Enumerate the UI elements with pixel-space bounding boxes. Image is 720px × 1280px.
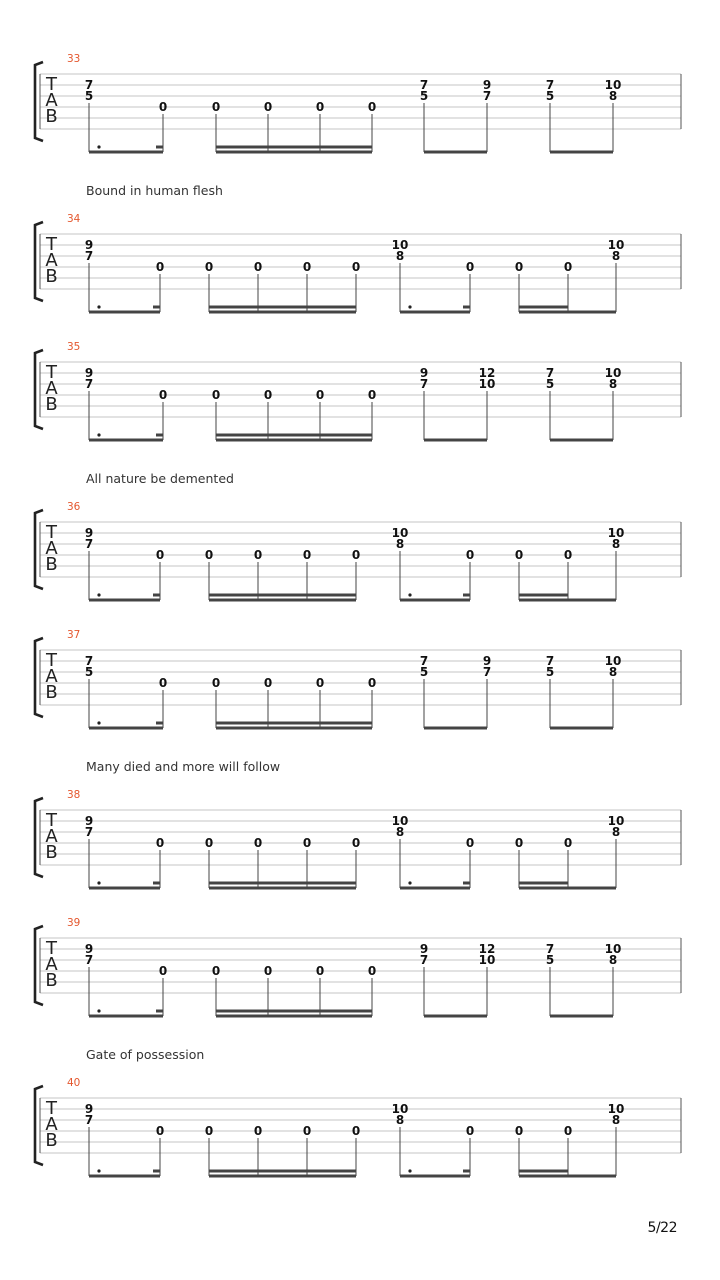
fret-number: 7 — [419, 377, 429, 391]
fret-number: 0 — [315, 100, 325, 114]
tab-clef-letter: B — [45, 1130, 58, 1151]
tab-system — [35, 341, 681, 440]
tab-clef-letter: A — [45, 378, 58, 399]
fret-number: 9 — [84, 366, 94, 380]
fret-number: 7 — [419, 78, 429, 92]
fret-number: 0 — [351, 260, 361, 274]
fret-number: 8 — [608, 89, 618, 103]
fret-number: 5 — [545, 89, 555, 103]
fret-number: 10 — [607, 238, 625, 252]
fret-number: 9 — [482, 654, 492, 668]
fret-number: 9 — [482, 78, 492, 92]
fret-number: 0 — [263, 676, 273, 690]
fret-number: 0 — [158, 964, 168, 978]
fret-number: 0 — [514, 1124, 524, 1138]
tab-clef-letter: T — [46, 810, 57, 831]
fret-number: 9 — [84, 1102, 94, 1116]
fret-number: 5 — [84, 89, 94, 103]
fret-number: 0 — [367, 676, 377, 690]
tab-clef-letter: A — [45, 1114, 58, 1135]
fret-number: 8 — [608, 665, 618, 679]
fret-number: 7 — [545, 654, 555, 668]
fret-number: 0 — [367, 388, 377, 402]
fret-number: 10 — [604, 78, 622, 92]
fret-number: 0 — [211, 964, 221, 978]
tab-system — [35, 1047, 681, 1176]
rhythm-dot — [97, 433, 100, 436]
fret-number: 10 — [391, 814, 409, 828]
fret-number: 0 — [211, 388, 221, 402]
fret-number: 7 — [84, 78, 94, 92]
lyric-line: All nature be demented — [86, 471, 234, 486]
fret-number: 0 — [315, 388, 325, 402]
fret-number: 9 — [84, 238, 94, 252]
fret-number: 8 — [395, 537, 405, 551]
fret-number: 0 — [204, 260, 214, 274]
fret-number: 0 — [204, 836, 214, 850]
lyric-line: Gate of possession — [86, 1047, 205, 1062]
fret-number: 8 — [611, 1113, 621, 1127]
fret-number: 12 — [478, 942, 496, 956]
page-number: 5/22 — [647, 1220, 677, 1236]
fret-number: 10 — [391, 238, 409, 252]
fret-number: 0 — [514, 548, 524, 562]
fret-number: 5 — [419, 89, 429, 103]
fret-number: 0 — [563, 1124, 573, 1138]
tab-clef-letter: T — [46, 362, 57, 383]
fret-number: 0 — [302, 548, 312, 562]
fret-number: 0 — [351, 548, 361, 562]
fret-number: 0 — [315, 676, 325, 690]
fret-number: 5 — [545, 377, 555, 391]
fret-number: 12 — [478, 366, 496, 380]
tab-clef-letter: T — [46, 522, 57, 543]
tab-system — [35, 629, 681, 728]
fret-number: 9 — [84, 814, 94, 828]
fret-number: 7 — [84, 249, 94, 263]
fret-number: 0 — [253, 836, 263, 850]
rhythm-dot — [97, 721, 100, 724]
fret-number: 0 — [253, 1124, 263, 1138]
fret-number: 7 — [84, 377, 94, 391]
lyric-line: Bound in human flesh — [86, 183, 223, 198]
fret-number: 8 — [395, 1113, 405, 1127]
fret-number: 7 — [84, 953, 94, 967]
rhythm-dot — [408, 881, 411, 884]
fret-number: 9 — [84, 942, 94, 956]
fret-number: 10 — [607, 526, 625, 540]
tab-clef-letter: T — [46, 650, 57, 671]
fret-number: 5 — [84, 665, 94, 679]
measure-number: 35 — [67, 341, 81, 353]
fret-number: 8 — [395, 825, 405, 839]
fret-number: 0 — [155, 1124, 165, 1138]
fret-number: 7 — [84, 537, 94, 551]
measure-number: 38 — [67, 789, 81, 801]
measure-number: 33 — [67, 53, 81, 65]
fret-number: 8 — [611, 249, 621, 263]
fret-number: 0 — [158, 388, 168, 402]
fret-number: 0 — [211, 676, 221, 690]
fret-number: 10 — [391, 526, 409, 540]
rhythm-dot — [97, 145, 100, 148]
tab-system — [35, 471, 681, 600]
tab-system — [35, 917, 681, 1016]
tab-clef-letter: B — [45, 394, 58, 415]
tab-clef-letter: T — [46, 1098, 57, 1119]
fret-number: 0 — [158, 676, 168, 690]
fret-number: 10 — [604, 366, 622, 380]
fret-number: 5 — [545, 665, 555, 679]
fret-number: 0 — [204, 548, 214, 562]
fret-number: 0 — [514, 836, 524, 850]
fret-number: 0 — [263, 964, 273, 978]
tab-system — [35, 759, 681, 888]
fret-number: 8 — [611, 825, 621, 839]
tab-clef-letter: B — [45, 842, 58, 863]
fret-number: 7 — [84, 825, 94, 839]
fret-number: 0 — [155, 836, 165, 850]
fret-number: 0 — [514, 260, 524, 274]
fret-number: 0 — [563, 548, 573, 562]
tab-clef-letter: A — [45, 538, 58, 559]
tab-clef-letter: B — [45, 106, 58, 127]
fret-number: 7 — [84, 654, 94, 668]
fret-number: 10 — [478, 377, 496, 391]
fret-number: 8 — [608, 953, 618, 967]
tab-system — [35, 53, 681, 152]
measure-number: 36 — [67, 501, 81, 513]
fret-number: 0 — [465, 260, 475, 274]
fret-number: 0 — [367, 964, 377, 978]
fret-number: 0 — [563, 260, 573, 274]
fret-number: 0 — [155, 548, 165, 562]
measure-number: 39 — [67, 917, 81, 929]
fret-number: 0 — [465, 548, 475, 562]
fret-number: 0 — [211, 100, 221, 114]
tab-system — [35, 183, 681, 312]
fret-number: 0 — [315, 964, 325, 978]
rhythm-dot — [408, 305, 411, 308]
fret-number: 0 — [465, 1124, 475, 1138]
tab-clef-letter: B — [45, 554, 58, 575]
fret-number: 0 — [302, 836, 312, 850]
tab-clef-letter: T — [46, 234, 57, 255]
fret-number: 5 — [545, 953, 555, 967]
fret-number: 0 — [253, 548, 263, 562]
fret-number: 8 — [608, 377, 618, 391]
fret-number: 7 — [545, 366, 555, 380]
fret-number: 10 — [604, 942, 622, 956]
measure-number: 34 — [67, 213, 81, 225]
tab-clef-letter: B — [45, 682, 58, 703]
measure-number: 40 — [67, 1077, 81, 1089]
rhythm-dot — [408, 1169, 411, 1172]
tab-clef-letter: B — [45, 970, 58, 991]
fret-number: 10 — [607, 814, 625, 828]
tab-clef-letter: A — [45, 826, 58, 847]
rhythm-dot — [97, 1009, 100, 1012]
fret-number: 8 — [395, 249, 405, 263]
fret-number: 0 — [367, 100, 377, 114]
fret-number: 0 — [465, 836, 475, 850]
fret-number: 0 — [158, 100, 168, 114]
fret-number: 10 — [604, 654, 622, 668]
rhythm-dot — [408, 593, 411, 596]
fret-number: 0 — [351, 1124, 361, 1138]
fret-number: 0 — [155, 260, 165, 274]
fret-number: 10 — [607, 1102, 625, 1116]
fret-number: 9 — [419, 942, 429, 956]
fret-number: 5 — [419, 665, 429, 679]
rhythm-dot — [97, 305, 100, 308]
rhythm-dot — [97, 593, 100, 596]
rhythm-dot — [97, 881, 100, 884]
fret-number: 10 — [391, 1102, 409, 1116]
tab-clef-letter: T — [46, 74, 57, 95]
fret-number: 8 — [611, 537, 621, 551]
fret-number: 7 — [545, 78, 555, 92]
lyric-line: Many died and more will follow — [86, 759, 281, 774]
fret-number: 0 — [302, 260, 312, 274]
fret-number: 0 — [263, 100, 273, 114]
fret-number: 0 — [253, 260, 263, 274]
fret-number: 0 — [351, 836, 361, 850]
fret-number: 0 — [302, 1124, 312, 1138]
fret-number: 7 — [482, 89, 492, 103]
fret-number: 7 — [545, 942, 555, 956]
tab-clef-letter: T — [46, 938, 57, 959]
fret-number: 9 — [419, 366, 429, 380]
fret-number: 7 — [419, 953, 429, 967]
rhythm-dot — [97, 1169, 100, 1172]
fret-number: 0 — [204, 1124, 214, 1138]
fret-number: 7 — [482, 665, 492, 679]
fret-number: 7 — [84, 1113, 94, 1127]
measure-number: 37 — [67, 629, 81, 641]
tab-clef-letter: A — [45, 90, 58, 111]
tab-clef-letter: A — [45, 954, 58, 975]
tab-clef-letter: A — [45, 250, 58, 271]
tab-clef-letter: B — [45, 266, 58, 287]
tab-clef-letter: A — [45, 666, 58, 687]
fret-number: 7 — [419, 654, 429, 668]
fret-number: 0 — [563, 836, 573, 850]
fret-number: 9 — [84, 526, 94, 540]
fret-number: 10 — [478, 953, 496, 967]
fret-number: 0 — [263, 388, 273, 402]
